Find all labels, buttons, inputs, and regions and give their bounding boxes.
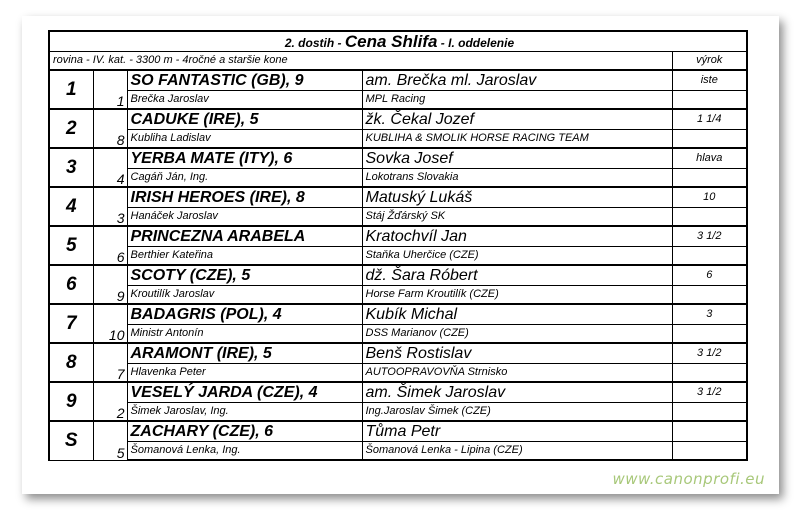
result-row-lower: [49, 442, 747, 461]
result-row-lower: [49, 286, 747, 305]
owner-name: Šomanová Lenka - Lipina (CZE): [362, 442, 672, 461]
horse-name: BADAGRIS (POL), 4: [127, 304, 362, 325]
result-row-upper: [49, 187, 747, 208]
finish-position: 6: [49, 265, 93, 304]
margin-value: 6: [672, 265, 747, 286]
jockey-name: dž. Šara Róbert: [362, 265, 672, 286]
start-number: 5: [93, 421, 127, 460]
trainer-name: Šimek Jaroslav, Ing.: [127, 403, 362, 422]
horse-name: YERBA MATE (ITY), 6: [127, 148, 362, 169]
owner-name: AUTOOPRAVOVŇA Strnisko: [362, 364, 672, 383]
margin-empty: [672, 91, 747, 110]
jockey-name: Kratochvíl Jan: [362, 226, 672, 247]
horse-name: SO FANTASTIC (GB), 9: [127, 70, 362, 91]
jockey-name: am. Šimek Jaroslav: [362, 382, 672, 403]
margin-value: 1 1/4: [672, 109, 747, 130]
result-row-lower: [49, 208, 747, 227]
start-number: 10: [93, 304, 127, 343]
result-row-lower: [49, 91, 747, 110]
horse-name: ZACHARY (CZE), 6: [127, 421, 362, 442]
result-row-upper: [49, 304, 747, 325]
jockey-name: Matuský Lukáš: [362, 187, 672, 208]
jockey-name: Kubík Michal: [362, 304, 672, 325]
margin-empty: [672, 247, 747, 266]
result-row-upper: [49, 226, 747, 247]
horse-name: ARAMONT (IRE), 5: [127, 343, 362, 364]
margin-empty: [672, 442, 747, 461]
trainer-name: Hanáček Jaroslav: [127, 208, 362, 227]
result-row-upper: [49, 343, 747, 364]
finish-position: 4: [49, 187, 93, 226]
trainer-name: Kroutilík Jaroslav: [127, 286, 362, 305]
trainer-name: Cagáň Ján, Ing.: [127, 169, 362, 188]
margin-empty: [672, 286, 747, 305]
finish-position: 2: [49, 109, 93, 148]
results-table: [48, 30, 748, 461]
owner-name: Stáj Žďárský SK: [362, 208, 672, 227]
title-row: [49, 31, 747, 52]
horse-name: IRISH HEROES (IRE), 8: [127, 187, 362, 208]
owner-name: Ing.Jaroslav Šimek (CZE): [362, 403, 672, 422]
margin-value: 3 1/2: [672, 343, 747, 364]
start-number: 7: [93, 343, 127, 382]
margin-empty: [672, 169, 747, 188]
result-row-lower: [49, 169, 747, 188]
trainer-name: Hlavenka Peter: [127, 364, 362, 383]
start-number: 2: [93, 382, 127, 421]
trainer-name: Ministr Antonín: [127, 325, 362, 344]
trainer-name: Brečka Jaroslav: [127, 91, 362, 110]
margin-empty: [672, 364, 747, 383]
horse-name: VESELÝ JARDA (CZE), 4: [127, 382, 362, 403]
result-row-lower: [49, 325, 747, 344]
jockey-name: am. Brečka ml. Jaroslav: [362, 70, 672, 91]
jockey-name: Sovka Josef: [362, 148, 672, 169]
start-number: 8: [93, 109, 127, 148]
margin-empty: [672, 208, 747, 227]
margin-value: 3 1/2: [672, 382, 747, 403]
horse-name: CADUKE (IRE), 5: [127, 109, 362, 130]
race-number: 2. dostih -: [284, 36, 342, 50]
owner-name: DSS Marianov (CZE): [362, 325, 672, 344]
trainer-name: Berthier Kateřina: [127, 247, 362, 266]
start-number: 3: [93, 187, 127, 226]
result-row-upper: [49, 421, 747, 442]
owner-name: Horse Farm Kroutilík (CZE): [362, 286, 672, 305]
conditions-row: [49, 52, 747, 71]
start-number: 1: [93, 70, 127, 109]
result-row-upper: [49, 148, 747, 169]
start-number: 4: [93, 148, 127, 187]
watermark: www.canonprofi.eu: [612, 470, 765, 488]
margin-value: 3 1/2: [672, 226, 747, 247]
result-row-upper: [49, 382, 747, 403]
margin-empty: [672, 403, 747, 422]
race-name: Cena Shlifa: [344, 32, 438, 51]
jockey-name: Tůma Petr: [362, 421, 672, 442]
owner-name: Lokotrans Slovakia: [362, 169, 672, 188]
owner-name: Staňka Uherčice (CZE): [362, 247, 672, 266]
trainer-name: Kubliha Ladislav: [127, 130, 362, 149]
margin-header: výrok: [672, 52, 747, 71]
margin-value: hlava: [672, 148, 747, 169]
race-title: [49, 31, 747, 52]
horse-name: SCOTY (CZE), 5: [127, 265, 362, 286]
margin-empty: [672, 130, 747, 149]
results-sheet: [22, 16, 779, 494]
result-row-upper: [49, 70, 747, 91]
finish-position: 7: [49, 304, 93, 343]
horse-name: PRINCEZNA ARABELA: [127, 226, 362, 247]
finish-position: 3: [49, 148, 93, 187]
result-row-lower: [49, 247, 747, 266]
start-number: 9: [93, 265, 127, 304]
result-row-lower: [49, 130, 747, 149]
result-row-lower: [49, 364, 747, 383]
margin-value: iste: [672, 70, 747, 91]
margin-value: [672, 421, 747, 442]
trainer-name: Šomanová Lenka, Ing.: [127, 442, 362, 461]
owner-name: MPL Racing: [362, 91, 672, 110]
finish-position: 9: [49, 382, 93, 421]
result-row-lower: [49, 403, 747, 422]
result-row-upper: [49, 265, 747, 286]
margin-empty: [672, 325, 747, 344]
race-conditions: rovina - IV. kat. - 3300 m - 4ročné a staršie kone: [49, 52, 672, 71]
finish-position: 5: [49, 226, 93, 265]
jockey-name: žk. Čekal Jozef: [362, 109, 672, 130]
finish-position: 1: [49, 70, 93, 109]
start-number: 6: [93, 226, 127, 265]
finish-position: 8: [49, 343, 93, 382]
jockey-name: Benš Rostislav: [362, 343, 672, 364]
owner-name: KUBLIHA & SMOLIK HORSE RACING TEAM: [362, 130, 672, 149]
race-division: - I. oddelenie: [440, 36, 515, 50]
margin-value: 10: [672, 187, 747, 208]
result-row-upper: [49, 109, 747, 130]
margin-value: 3: [672, 304, 747, 325]
finish-position: S: [49, 421, 93, 460]
